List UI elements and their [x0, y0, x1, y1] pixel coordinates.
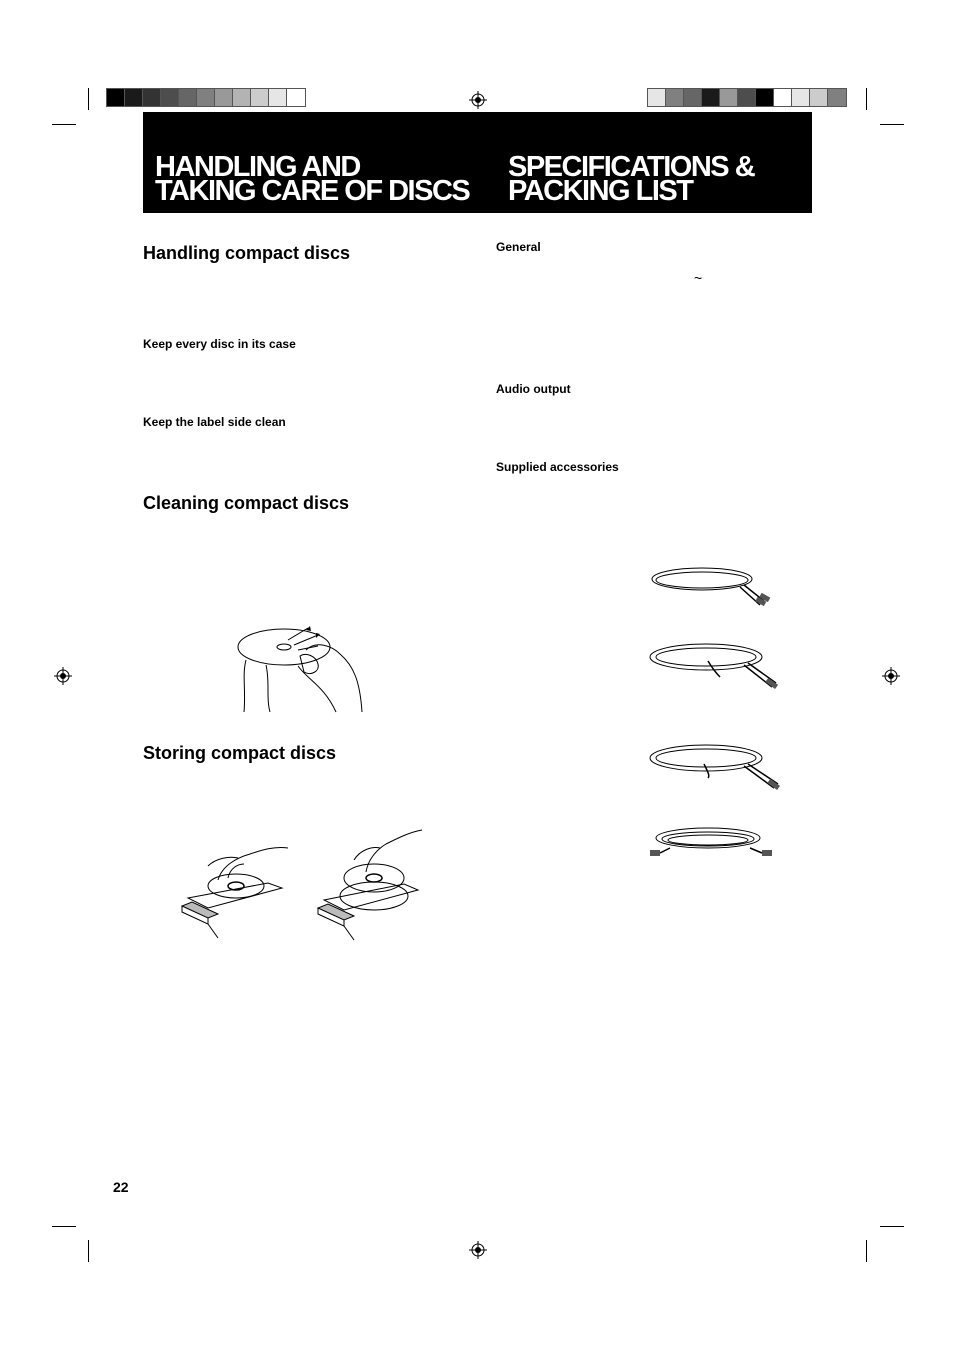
audio-output-heading: Audio output — [496, 382, 571, 396]
color-swatch — [756, 89, 774, 106]
header-title-right: SPECIFICATIONS & PACKING LIST — [508, 151, 755, 207]
crop-mark — [88, 88, 89, 110]
keep-in-case-heading: Keep every disc in its case — [143, 337, 296, 351]
color-bar-left — [106, 88, 306, 107]
color-swatch — [233, 89, 251, 106]
header-band — [143, 112, 812, 213]
color-swatch — [269, 89, 287, 106]
disc-cleaning-illustration — [236, 620, 368, 714]
color-swatch — [810, 89, 828, 106]
color-swatch — [702, 89, 720, 106]
color-swatch — [107, 89, 125, 106]
disc-tray-illustration — [178, 828, 296, 938]
cleaning-heading: Cleaning compact discs — [143, 493, 350, 513]
color-swatch — [143, 89, 161, 106]
cable-illustration — [648, 641, 782, 697]
page-number: 22 — [113, 1179, 129, 1195]
registration-mark-icon — [469, 1241, 487, 1259]
color-swatch — [684, 89, 702, 106]
general-heading: General — [496, 240, 541, 254]
color-swatch — [215, 89, 233, 106]
color-swatch — [125, 89, 143, 106]
ac-symbol: ~ — [694, 270, 703, 286]
color-swatch — [774, 89, 792, 106]
header-title-left: HANDLING AND TAKING CARE OF DISCS — [155, 151, 470, 207]
crop-mark — [52, 124, 76, 125]
color-bar-right — [647, 88, 847, 107]
color-swatch — [720, 89, 738, 106]
supplied-accessories-heading: Supplied accessories — [496, 460, 619, 474]
registration-mark-icon — [469, 91, 487, 109]
handling-heading: Handling compact discs — [143, 243, 351, 263]
disc-tray-illustration — [314, 820, 432, 940]
keep-label-clean-heading: Keep the label side clean — [143, 415, 286, 429]
color-swatch — [287, 89, 305, 106]
crop-mark — [880, 1226, 904, 1227]
color-swatch — [179, 89, 197, 106]
crop-mark — [52, 1226, 76, 1227]
color-swatch — [648, 89, 666, 106]
color-swatch — [666, 89, 684, 106]
cable-illustration — [650, 824, 776, 862]
crop-mark — [88, 1240, 89, 1262]
color-swatch — [738, 89, 756, 106]
cable-illustration — [648, 742, 784, 798]
color-swatch — [197, 89, 215, 106]
registration-mark-icon — [54, 667, 72, 685]
color-swatch — [251, 89, 269, 106]
storing-heading: Storing compact discs — [143, 743, 337, 763]
color-swatch — [828, 89, 846, 106]
crop-mark — [866, 88, 867, 110]
registration-mark-icon — [882, 667, 900, 685]
cable-illustration — [650, 563, 774, 613]
crop-mark — [880, 124, 904, 125]
color-swatch — [792, 89, 810, 106]
color-swatch — [161, 89, 179, 106]
crop-mark — [866, 1240, 867, 1262]
